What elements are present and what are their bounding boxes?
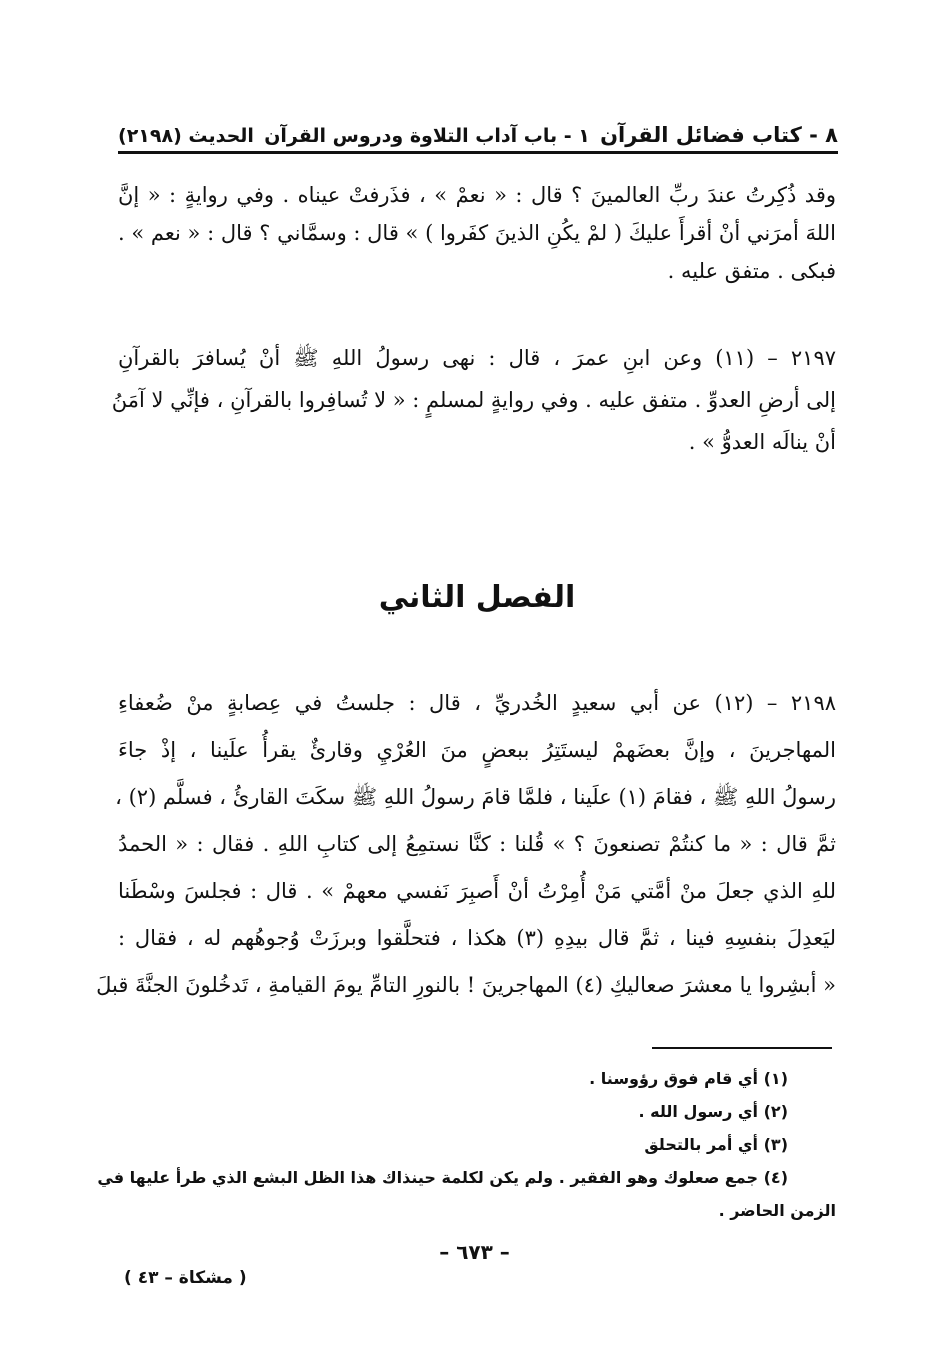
header-hadith-range: الحديث (٢١٩٨) [118,125,254,147]
hadith-2198-block [96,680,837,1009]
hadith-2197-block [111,337,837,463]
text-line: ليَعدِلَ بنفسِهِ فينا ، ثمَّ قال بيدِهِ (٣) هكذا ، فتحلَّقوا وبرزَتْ وُجوهُهم له ، فقال : [118,926,837,950]
text-line: إلى أرضِ العدوِّ . متفق عليه . وفي روايةٍ لمسلمٍ : « لا تُسافِروا بالقرآنِ ، فإنِّي لا آمَنُ [111,388,836,412]
page-number: – ٦٧٣ – [439,1240,510,1264]
running-header [118,108,838,154]
text-line: للهِ الذي جعلَ منْ أمَّتي مَنْ أُمِرْتُ أنْ أَصبِرَ نَفسي معهمْ » . قال : فجلسَ وسْطَنا [118,879,836,903]
footnote-divider [652,1047,832,1049]
footnotes [97,1062,836,1227]
text-line: أنْ ينالَه العدوُّ » . [688,430,836,454]
print-signature: ( مشكاة – ٤٣ ) [124,1268,247,1288]
footnote-3: (٣) أي أمر بالتحلق [644,1135,788,1154]
text-line: اللهَ أمرَني أنْ أقرأَ عليكَ ( لمْ يكُنِ الذينَ كفَروا ) » قال : وسمَّاني ؟ قال : « نعم » . [118,221,836,245]
text-line: ٢١٩٨ – (١٢) عن أبي سعيدٍ الخُدريِّ ، قال : جلستُ في عِصابةٍ منْ ضُعفاءِ [118,691,837,715]
text-line: رسولُ اللهِ ﷺ ، فقامَ (١) علَينا ، فلمَّا قامَ رسولُ اللهِ ﷺ سكَتَ القارئُ ، فسلَّم (٢) ، [115,785,836,809]
text-line: « أبشِروا يا معشرَ صعاليكِ (٤) المهاجرينَ ! بالنورِ التامِّ يومَ القيامةِ ، تَدخُلونَ الجنَّةَ قبلَ [96,973,836,997]
header-book-title: ٨ - كتاب فضائل القرآن [600,123,838,147]
text-line: المهاجرينَ ، وإنَّ بعضَهمْ ليستَتِرُ ببعضٍ منَ العُرْيِ وقارئٌ يقرأُ علَينا ، إذْ جاءَ [118,738,836,762]
footnote-4: (٤) جمع صعلوك وهو الفقير . ولم يكن لكلمة حينذاك هذا الظل البشع الذي طرأ عليها في [97,1168,788,1187]
text-line: فبكى . متفق عليه . [667,259,836,283]
continued-text-block [118,176,836,290]
text-line: ثمَّ قال : « ما كنتُمْ تصنعونَ ؟ » قُلنا : كنَّا نستمِعُ إلى كتابِ اللهِ . فقال : « الحمدُ [118,832,836,856]
text-line: ٢١٩٧ – (١١) وعن ابنِ عمرَ ، قال : نهى رسولُ اللهِ ﷺ أنْ يُسافرَ بالقرآنِ [118,346,837,370]
footnote-1: (١) أي قام فوق رؤوسنا . [589,1069,788,1088]
text-line: وقد ذُكِرتُ عندَ ربِّ العالمينَ ؟ قال : « نعمْ » ، فذَرفتْ عيناه . وفي روايةٍ : « إنَّ [118,183,836,207]
footnote-4-continued: الزمن الحاضر . [718,1201,836,1220]
footnote-2: (٢) أي رسول الله . [638,1102,788,1121]
section-heading: الفصل الثاني [378,580,576,615]
header-chapter-title: ١ - باب آداب التلاوة ودروس القرآن [264,125,590,147]
